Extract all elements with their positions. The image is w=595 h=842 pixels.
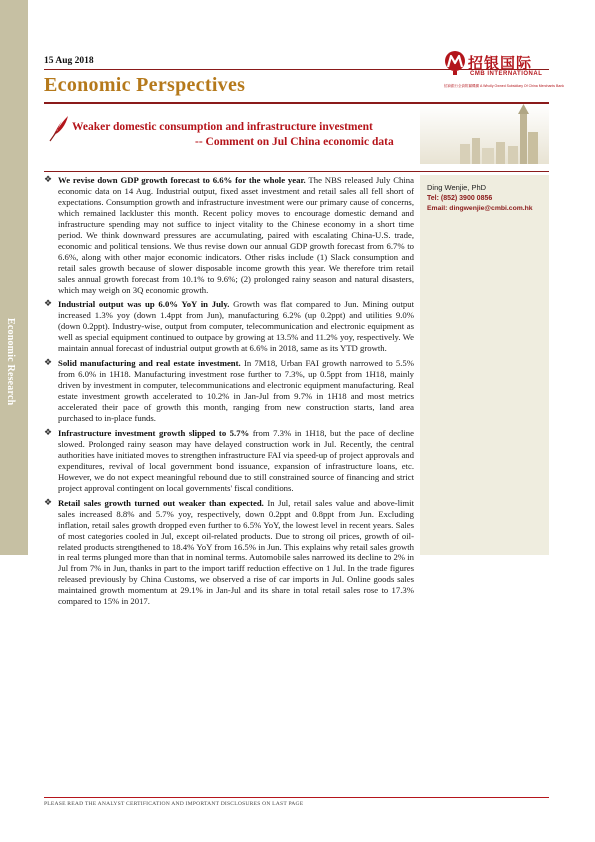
author-panel — [420, 175, 549, 555]
sidebar-band — [0, 0, 28, 555]
skyline-photo — [420, 104, 549, 164]
page-title: Economic Perspectives — [44, 74, 246, 96]
bullet-text: The NBS released July China economic data on 14 Aug. Industrial output, fixed asset investment and retail sales all fell short of expectations. Consumption growth and infrastructure investment were our primary cause of concerns, which remained lackluster this month. Recent policy moves to encourage domestic demand and infrastructure spending may not suffice to inject vitality to the Chinese economy in a short time period. We think downward pressures are accumulating, paired with escalating China-U.S. trade, economic and political tensions. We thus revise down our annual GDP growth forecast from 6.7% to 6.6%, along with other major economic indicators. Other risks include (1) Slack consumption and retail sales growth because of slower disposable income growth this year. We therefore trim retail sales annual growth forecast from 10.1% to 9.6%; (2) prolonged rainy season and natural disasters, which may weigh on 3Q economic growth. — [58, 175, 414, 295]
bullet-lead: Solid manufacturing and real estate investment. — [58, 358, 241, 369]
bullet-text: from 7.3% in 1H18, but the pace of decline slowed. Prolonged rainy season may have delayed construction work in Jul. Recently, the central authorities have initiated moves to strengthen infrastructure FAI via speed-up of project approvals and expenditures, revival of local government bond issuance, expansion of infrastructure loans, etc. However, we do not expect meaningful rebound due to still constrained source of financing and strict project approval contingent on local governments' fiscal conditions. — [58, 427, 414, 493]
subheadline: -- Comment on Jul China economic data — [195, 136, 394, 148]
bullet-gdp — [44, 175, 414, 295]
bullet-lead: We revise down GDP growth forecast to 6.6% for the whole year. — [58, 175, 306, 185]
cmbi-logo — [444, 50, 564, 96]
quill-icon — [48, 114, 70, 142]
diamond-bullet-icon: ❖ — [44, 299, 53, 310]
diamond-bullet-icon: ❖ — [44, 497, 53, 508]
footer-disclaimer: PLEASE READ THE ANALYST CERTIFICATION AND IMPORTANT DISCLOSURES ON LAST PAGE — [44, 801, 304, 807]
logo-tagline: 招商銀行全資附屬機構 A Wholly Owned Subsidiary Of China Merchants Bank — [444, 84, 565, 88]
bullet-text: Growth was flat compared to Jun. Mining output increased 1.3% yoy (down 1.4ppt from Jun), manufacturing 6.2% (up 0.2ppt) and utilities 9.0% (down 0.2ppt). Industry-wise, output from computer, telecommunication and electronic equipment as well as special equipment continued to outpace by growing at 13.5% and 11.2% yoy, respectively. We maintain annual forecast of industrial output growth at 6.6% in 2018, same as its YTD growth. — [58, 299, 414, 354]
bullet-industrial-output — [44, 299, 414, 354]
bullet-lead: Industrial output was up 6.0% YoY in July. — [58, 299, 230, 310]
body-column — [44, 175, 414, 611]
cmb-logo-icon — [444, 50, 466, 76]
bullet-text: In Jul, retail sales value and above-limit sales increased 8.8% and 5.7% yoy, respectively, down 0.2ppt and 0.8ppt from Jun. Excluding inflation, retail sales growth dropped even further to 6.5% YoY, the lowest level in recent years. Sales of most categories cooled in Jul, except oil-related products. Due to strong oil prices, growth of oil-related products strengthened to 18.4% YoY from 16.5% in Jun. This explains why retail sales growth in real terms plunged more than that in nominal terms. Automobile sales narrowed its decline to 2% in Jul from 7% in Jun, thanks in part to the import tariff reduction effective on 1 Jul. In the trade figures released previously by China Customs, we observed a rise of car imports in Jul. Online goods sales maintained growth momentum at 29.1% in Jan-Jul and its share in total retail sales rose to 17.3% compared to 15% in 2017. — [58, 497, 414, 607]
bullet-manufacturing — [44, 358, 414, 424]
logo-english-name: CMB INTERNATIONAL — [470, 71, 543, 77]
bullet-lead: Infrastructure investment growth slipped to 5.7% — [58, 427, 250, 438]
bullet-retail-sales — [44, 498, 414, 608]
footer-divider — [44, 797, 549, 798]
bullet-lead: Retail sales growth turned out weaker than expected. — [58, 497, 264, 508]
content-divider — [44, 171, 549, 172]
diamond-bullet-icon: ❖ — [44, 358, 53, 369]
headline: Weaker domestic consumption and infrastructure investment — [72, 121, 373, 133]
report-date: 15 Aug 2018 — [44, 56, 94, 66]
bullet-infrastructure — [44, 428, 414, 494]
bullet-text: In 7M18, Urban FAI growth narrowed to 5.5% from 6.0% in 1H18. Manufacturing investment rose further to 7.3%, up 0.5ppt from 1H18, mainly driven by investment in computer, telecommunications and electronic equipment manufacturing. Real estate investment growth accelerated to 10.2% in Jan-Jul from 9.7% in 1H18 and most metrics accelerated their pace of growth this month, ranging from new construction starts, land area purchased to in-place funds. — [58, 358, 415, 424]
diamond-bullet-icon: ❖ — [44, 175, 53, 185]
author-email[interactable]: Email: dingwenjie@cmbi.com.hk — [427, 205, 533, 212]
logo-chinese-name: 招银国际 — [468, 54, 533, 72]
author-name: Ding Wenjie, PhD — [427, 183, 487, 192]
diamond-bullet-icon: ❖ — [44, 427, 53, 438]
sidebar-label: Economic Research — [5, 318, 16, 406]
author-phone: Tel: (852) 3900 0856 — [427, 195, 493, 202]
